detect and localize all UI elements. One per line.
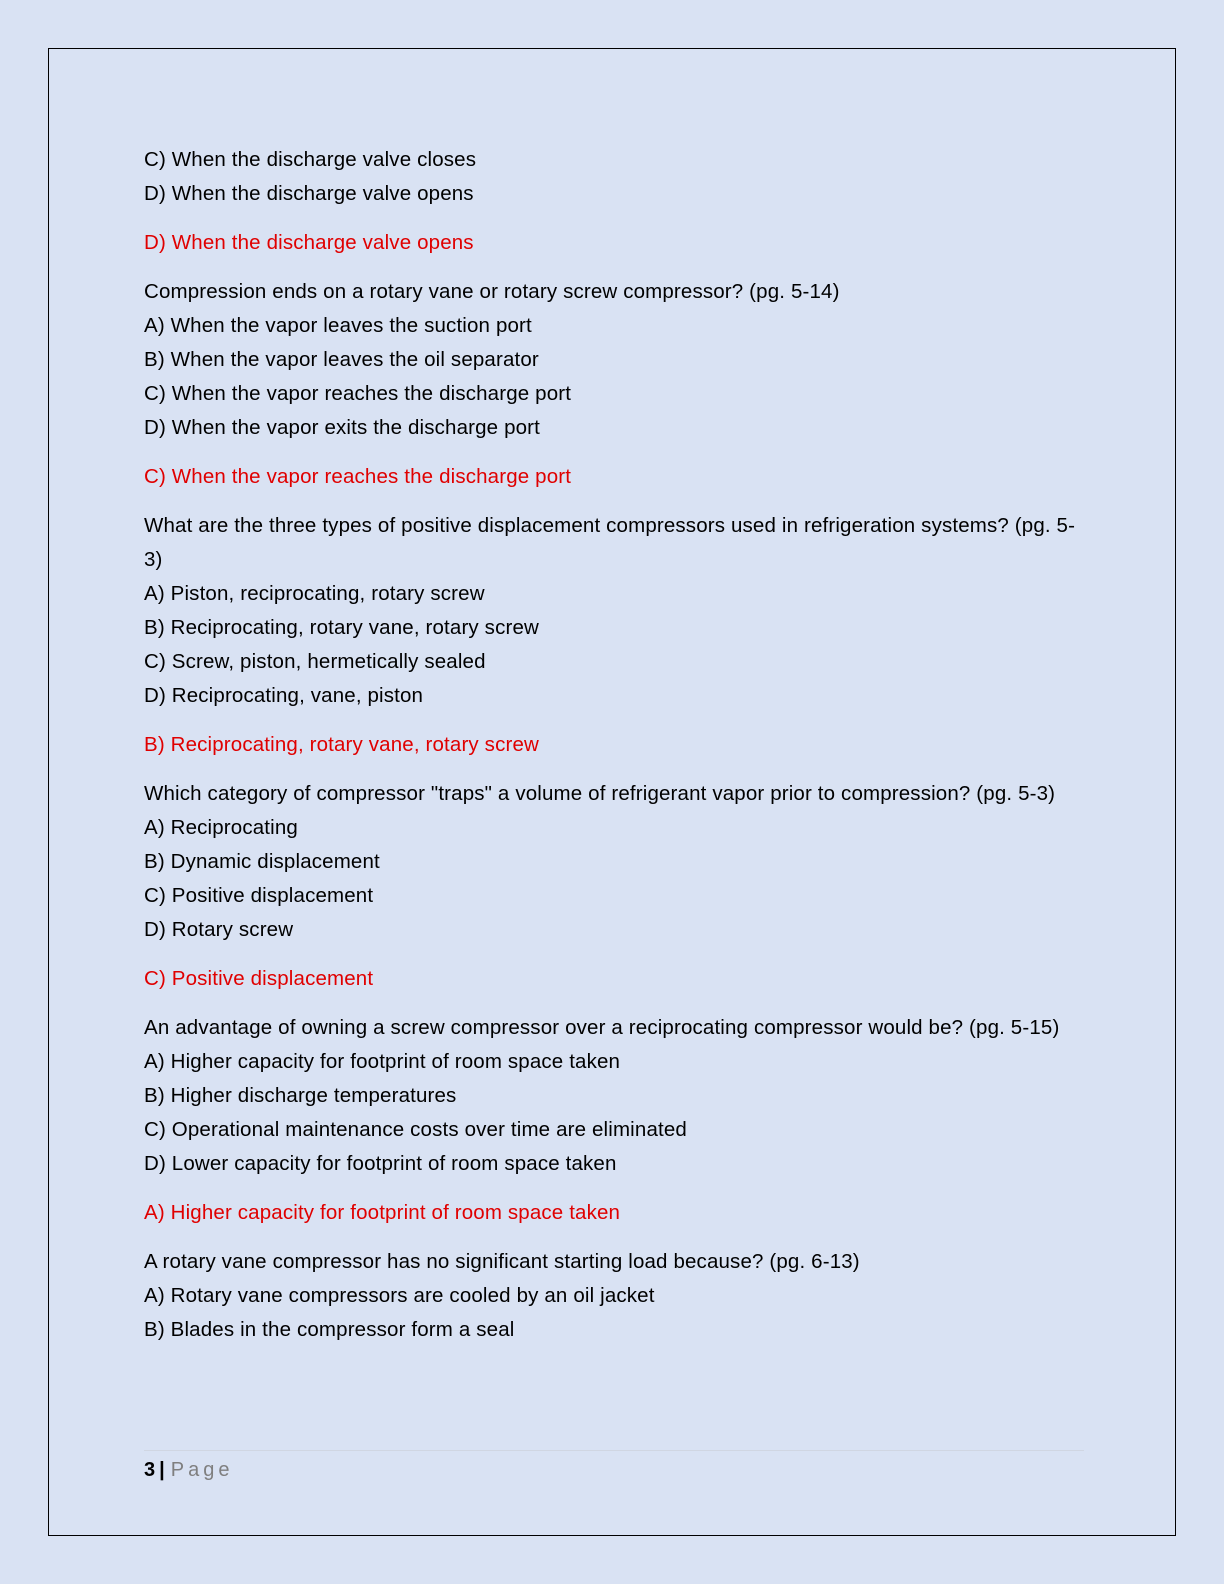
page-number: 3: [144, 1459, 156, 1481]
page-label: Page: [170, 1459, 234, 1481]
option-d: D) When the discharge valve opens: [144, 182, 474, 205]
option-b: B) Reciprocating, rotary vane, rotary screw: [144, 616, 539, 639]
option-c: C) Positive displacement: [144, 884, 374, 907]
question-text: An advantage of owning a screw compressor over a reciprocating compressor would be? (pg. 5-15): [144, 1016, 1060, 1039]
question-text: Compression ends on a rotary vane or rotary screw compressor? (pg. 5-14): [144, 280, 840, 303]
option-c: C) Operational maintenance costs over time are eliminated: [144, 1118, 687, 1141]
option-d: D) Rotary screw: [144, 918, 294, 941]
option-c: C) Screw, piston, hermetically sealed: [144, 650, 486, 673]
answer-text: C) When the vapor reaches the discharge port: [144, 465, 572, 488]
question-block: [144, 143, 1084, 260]
option-b: B) When the vapor leaves the oil separator: [144, 348, 539, 371]
option-b: B) Higher discharge temperatures: [144, 1084, 457, 1107]
answer-text: D) When the discharge valve opens: [144, 231, 474, 254]
page-footer: [144, 1456, 233, 1484]
answer-text: B) Reciprocating, rotary vane, rotary screw: [144, 733, 539, 756]
option-a: A) When the vapor leaves the suction port: [144, 314, 532, 337]
option-c: C) When the discharge valve closes: [144, 148, 477, 171]
question-block: [144, 777, 1084, 996]
footer-separator: |: [159, 1459, 165, 1481]
footer-divider: [144, 1450, 1084, 1451]
question-text: What are the three types of positive displacement compressors used in refrigeration systems? (pg. 5-3): [144, 514, 1076, 571]
question-block: [144, 1245, 1084, 1347]
option-a: A) Reciprocating: [144, 816, 298, 839]
option-b: B) Dynamic displacement: [144, 850, 380, 873]
answer-text: A) Higher capacity for footprint of room space taken: [144, 1201, 621, 1224]
document-body: [144, 143, 1084, 1347]
question-block: [144, 275, 1084, 494]
option-d: D) When the vapor exits the discharge port: [144, 416, 540, 439]
option-b: B) Blades in the compressor form a seal: [144, 1318, 515, 1341]
option-d: D) Reciprocating, vane, piston: [144, 684, 424, 707]
question-text: A rotary vane compressor has no significant starting load because? (pg. 6-13): [144, 1250, 860, 1273]
question-block: [144, 509, 1084, 762]
question-text: Which category of compressor "traps" a volume of refrigerant vapor prior to compression? (pg. 5-3): [144, 782, 1056, 805]
option-a: A) Rotary vane compressors are cooled by an oil jacket: [144, 1284, 655, 1307]
question-block: [144, 1011, 1084, 1230]
option-d: D) Lower capacity for footprint of room space taken: [144, 1152, 617, 1175]
answer-text: C) Positive displacement: [144, 967, 374, 990]
option-a: A) Piston, reciprocating, rotary screw: [144, 582, 485, 605]
option-c: C) When the vapor reaches the discharge port: [144, 382, 572, 405]
option-a: A) Higher capacity for footprint of room space taken: [144, 1050, 621, 1073]
